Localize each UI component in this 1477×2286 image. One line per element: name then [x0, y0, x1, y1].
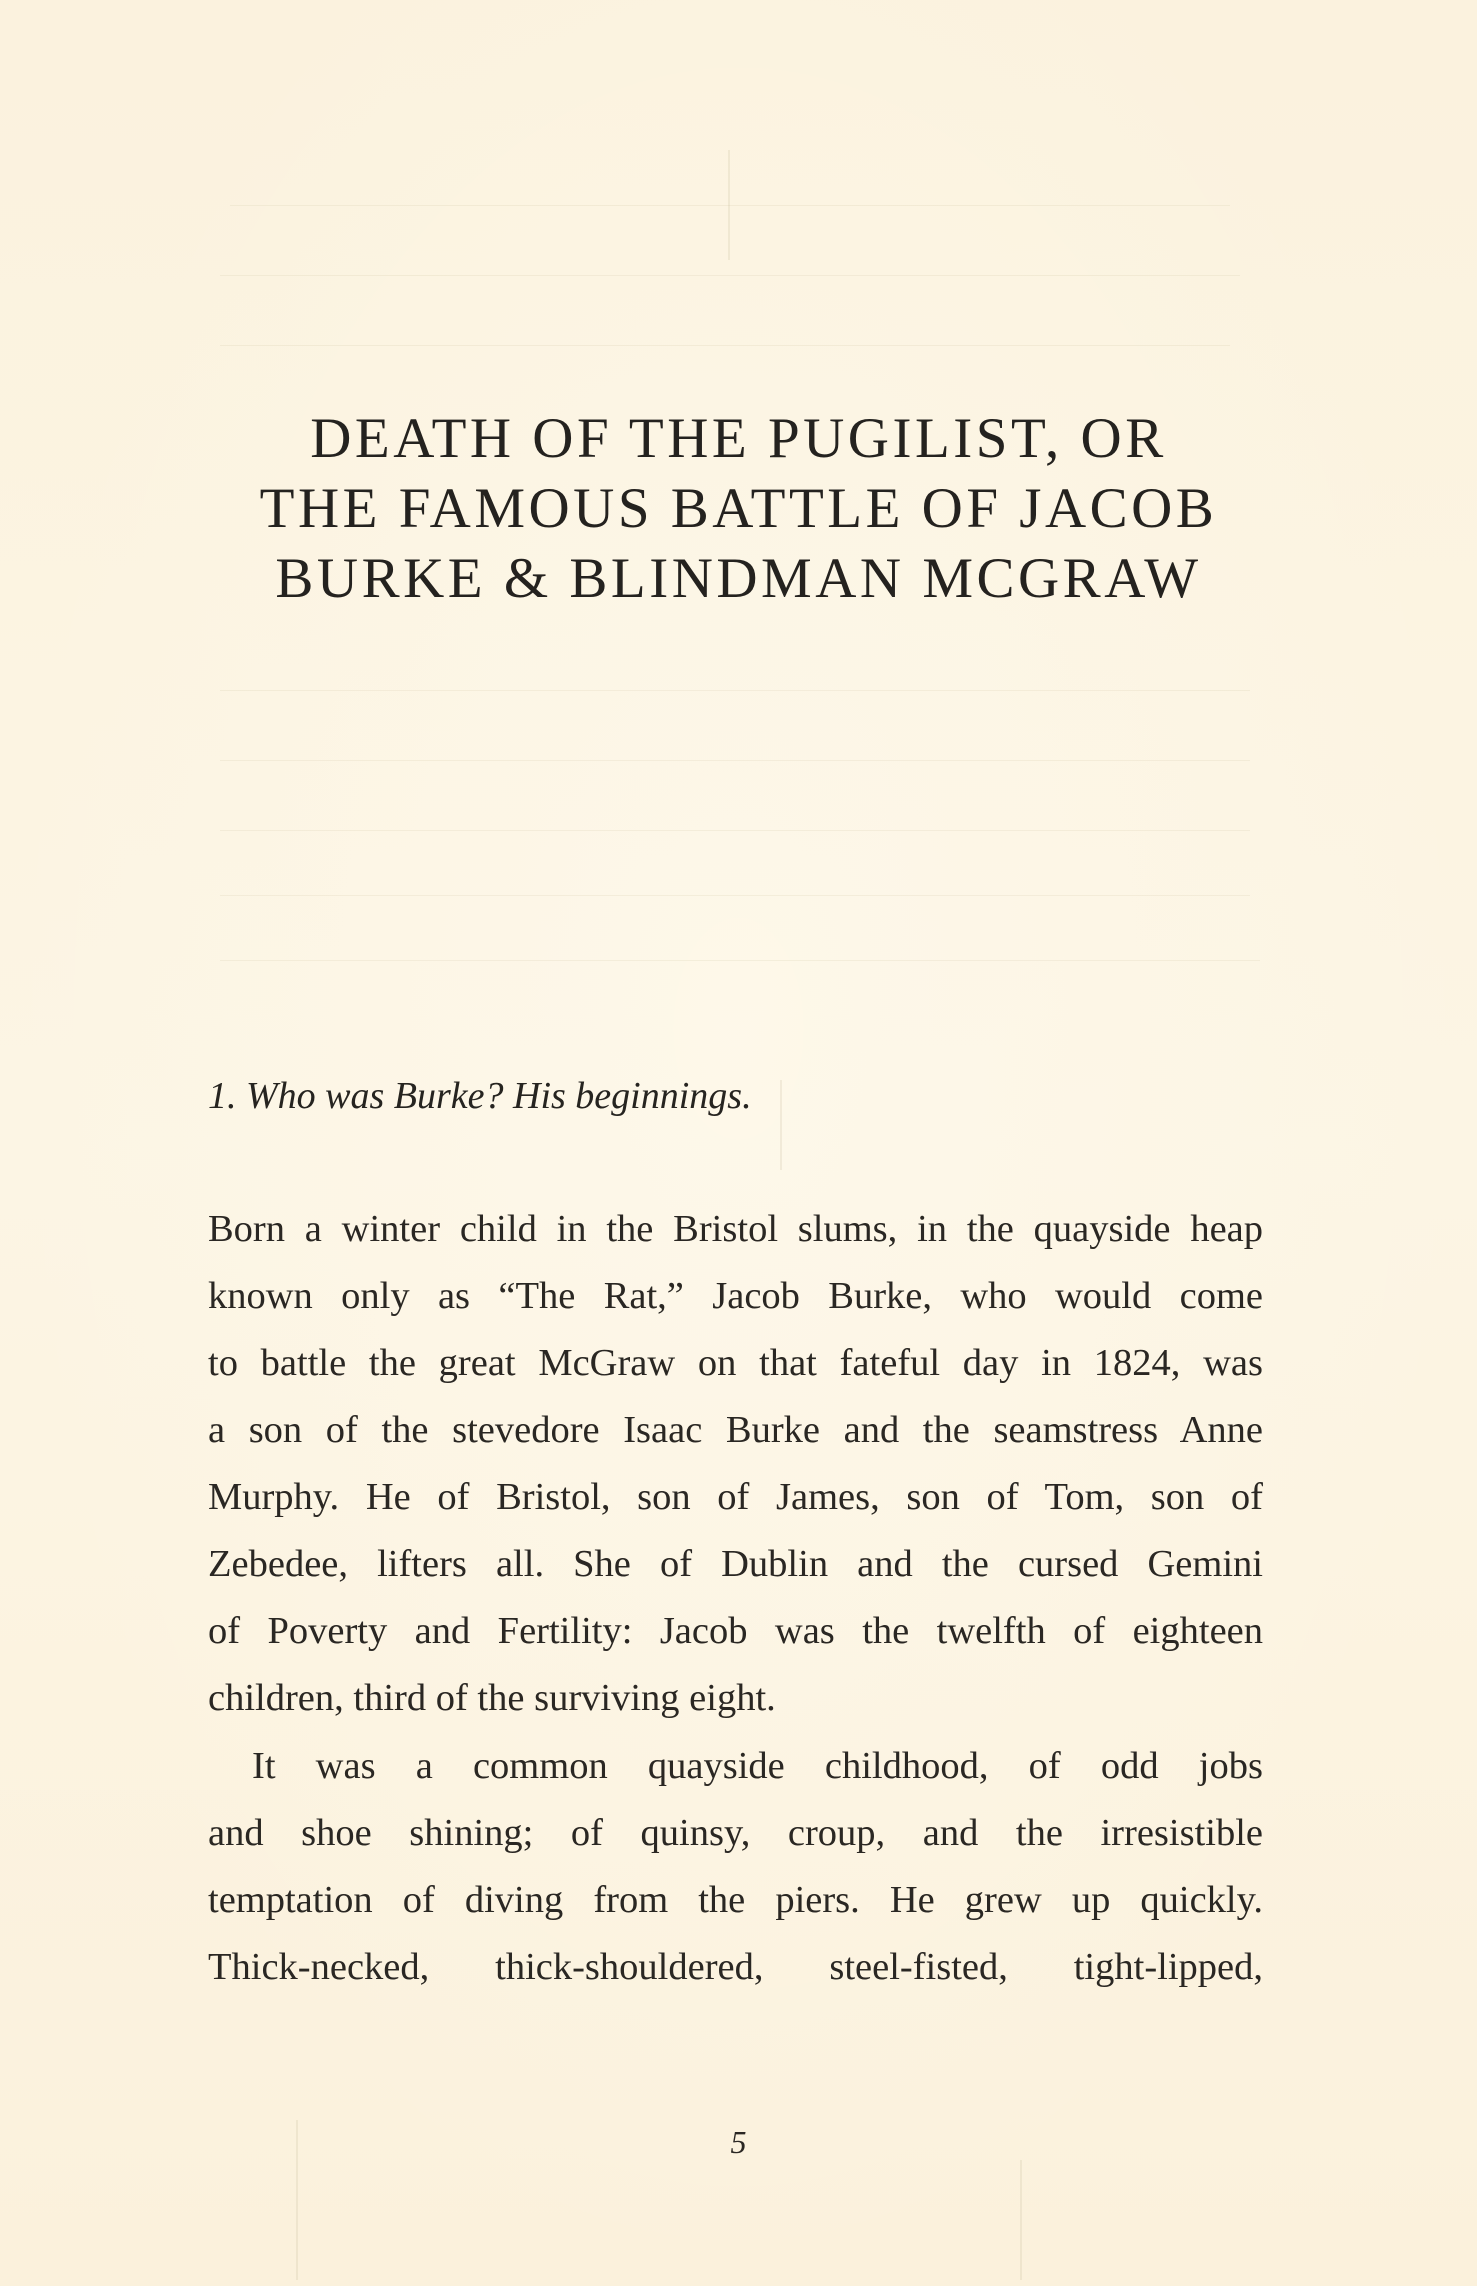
text-line: Born a winter child in the Bristol slums, in the quayside heap [208, 1208, 1263, 1250]
page-number: 5 [730, 2124, 747, 2160]
text-line: to battle the great McGraw on that fateful day in 1824, was [208, 1342, 1263, 1384]
text-line: Thick-necked, thick-shouldered, steel-fisted, tight-lipped, [208, 1946, 1263, 1988]
text-line: and shoe shining; of quinsy, croup, and the irresistible [208, 1812, 1263, 1854]
section-heading: 1. Who was Burke? His beginnings. [208, 1075, 752, 1117]
bleed-through-line [220, 275, 1240, 276]
chapter-title-line: DEATH OF THE PUGILIST, OR [310, 407, 1167, 470]
bleed-through-line [230, 205, 1230, 206]
text-line: Zebedee, lifters all. She of Dublin and the cursed Gemini [208, 1543, 1263, 1585]
text-line: temptation of diving from the piers. He grew up quickly. [208, 1879, 1263, 1921]
bleed-through-line [220, 830, 1250, 831]
text-line: of Poverty and Fertility: Jacob was the twelfth of eighteen [208, 1610, 1263, 1652]
bleed-through-line [220, 690, 1250, 691]
bleed-through-mark [728, 150, 730, 260]
chapter-title-line: THE FAMOUS BATTLE OF JACOB [259, 477, 1218, 540]
chapter-title-line: BURKE & BLINDMAN MCGRAW [275, 547, 1202, 610]
bleed-through-line [220, 345, 1230, 346]
chapter-title [160, 404, 1317, 614]
bleed-through-line [220, 760, 1250, 761]
text-line: known only as “The Rat,” Jacob Burke, who would come [208, 1275, 1263, 1317]
bleed-through-mark [780, 1080, 782, 1170]
paragraph [208, 1733, 1263, 2001]
text-line: Murphy. He of Bristol, son of James, son of Tom, son of [208, 1476, 1263, 1518]
bleed-through-line [220, 895, 1250, 896]
bleed-through-mark [1020, 2160, 1022, 2280]
text-line: It was a common quayside childhood, of odd jobs [252, 1745, 1263, 1787]
bleed-through-line [220, 960, 1260, 961]
text-line: a son of the stevedore Isaac Burke and the seamstress Anne [208, 1409, 1263, 1451]
paragraph [208, 1196, 1263, 1732]
text-line: children, third of the surviving eight. [208, 1677, 776, 1719]
